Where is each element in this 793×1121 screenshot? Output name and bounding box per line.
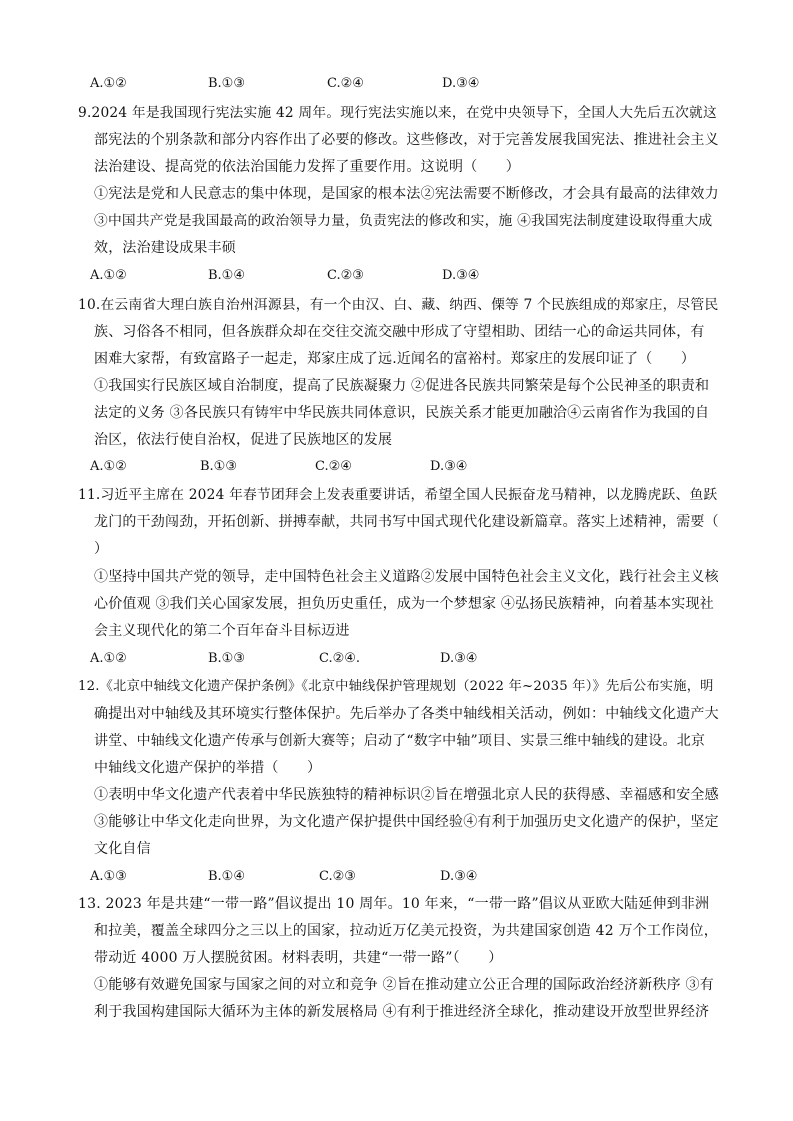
q11-options: [90, 650, 610, 668]
q11-option-b[interactable]: B.①③: [208, 651, 245, 666]
q13-statement-line: 利于我国构建国际大循环为主体的新发展格局 ④有利于推进经济全球化，推动建设开放型世界经济: [94, 1004, 710, 1020]
q9-option-b[interactable]: B.①④: [208, 268, 245, 283]
q12-options: [90, 868, 610, 886]
q9-option-c[interactable]: C.②③: [327, 268, 364, 283]
q10-statement-line: 治区，依法行使自治权，促进了民族地区的发展: [94, 432, 393, 448]
q12-stem-line: 12.《北京中轴线文化遗产保护条例》《北京中轴线保护管理规划（2022 年~2035 年）》先后公布实施，明: [78, 679, 714, 694]
q11-stem-line: 11.习近平主席在 2024 年春节团拜会上发表重要讲话，希望全国人民振奋龙马精神，以龙腾虎跃、鱼跃: [78, 487, 718, 503]
q12-option-b[interactable]: B.①④: [208, 869, 245, 884]
q12-statement-line: ①表明中华文化遗产代表着中华民族独特的精神标识②旨在增强北京人民的获得感、幸福感和安全感: [94, 787, 719, 803]
q12-statement-line: ③能够让中华文化走向世界，为文化遗产保护提供中国经验④有利于加强历史文化遗产的保护，坚定: [94, 814, 719, 830]
q11-statement-line: ①坚持中国共产党的领导，走中国特色社会主义道路②发展中国特色社会主义文化，践行社会主义核: [94, 569, 719, 585]
q12-stem-line: 中轴线文化遗产保护的举措（ ）: [94, 760, 322, 776]
q12-stem-line: 确提出对中轴线及其环境实行整体保护。先后举办了各类中轴线相关活动，例如：中轴线文化遗产大: [94, 706, 719, 722]
q11-option-d[interactable]: D.③④: [440, 651, 478, 666]
q10-statement-line: ①我国实行民族区域自治制度，提高了民族凝聚力 ②促进各民族共同繁荣是每个公民神圣的职责和: [94, 378, 710, 394]
q9-options: [90, 267, 610, 285]
q9-option-a[interactable]: A.①②: [90, 268, 127, 283]
q9-stem-line: 法治建设、提高党的依法治国能力发挥了重要作用。这说明（ ）: [94, 159, 520, 175]
q10-stem-line: 10.在云南省大理白族自治州洱源县，有一个由汉、白、藏、纳西、傈等 7 个民族组成的郑家庄，尽管民: [78, 297, 719, 313]
q9-statement-line: ③中国共产党是我国最高的政治领导力量，负责宪法的修改和实，施 ④我国宪法制度建设取得重大成: [94, 213, 713, 229]
q9-option-d[interactable]: D.③④: [442, 268, 480, 283]
q10-option-d[interactable]: D.③④: [430, 459, 468, 474]
q9-statement-line: 效，法治建设成果丰硕: [94, 240, 236, 256]
q12-option-d[interactable]: D.③④: [440, 869, 478, 884]
q11-stem-line: 龙门的干劲闯劲，开拓创新、拼搏奉献，共同书写中国式现代化建设新篇章。落实上述精神，需要（: [94, 514, 719, 530]
q10-stem-line: 族、习俗各不相同，但各族群众却在交往交流交融中形成了守望相助、团结一心的命运共同体，有: [94, 324, 705, 340]
q11-statement-line: 心价值观 ③我们关心国家发展，担负历史重任，成为一个梦想家 ④弘扬民族精神，向着基本实现社: [94, 596, 714, 612]
q12-statement-line: 文化自信: [94, 841, 151, 857]
q9-statement-line: ①宪法是党和人民意志的集中体现，是国家的根本法②宪法需要不断修改，才会具有最高的法律效力: [94, 186, 719, 202]
q13-stem-line: 和拉美，覆盖全球四分之三以上的国家，拉动近万亿美元投资，为共建国家创造 42 万个工作岗位，: [94, 923, 718, 939]
q12-option-a[interactable]: A.①③: [90, 869, 127, 884]
q13-stem-line: 13. 2023 年是共建“一带一路”倡议提出 10 周年。10 年来，“一带一路”倡议从亚欧大陆延伸到非洲: [78, 896, 710, 912]
q11-statement-line: 会主义现代化的第二个百年奋斗目标迈进: [94, 623, 350, 639]
q12-option-c[interactable]: C.②③: [319, 869, 356, 884]
q9-stem-line: 部宪法的个别条款和部分内容作出了必要的修改。这些修改，对于完善发展我国宪法、推进社会主义: [94, 132, 719, 148]
q10-options: [90, 458, 610, 476]
q10-stem-line: 困难大家帮，有致富路子一起走，郑家庄成了远.近闻名的富裕村。郑家庄的发展印证了（ ）: [94, 351, 696, 367]
q11-stem-line: ）: [94, 541, 109, 557]
q10-option-c[interactable]: C.②④: [315, 459, 352, 474]
q8-option-a[interactable]: A.①②: [90, 76, 127, 91]
q8-option-d[interactable]: D.③④: [442, 76, 480, 91]
q12-stem-line: 讲堂、中轴线文化遗产传承与创新大赛等；启动了“数字中轴”项目、实景三维中轴线的建设。北京: [94, 733, 706, 749]
q13-stem-line: 带动近 4000 万人摆脱贫困。材料表明，共建“一带一路”（ ）: [94, 950, 503, 966]
q10-statement-line: 法定的义务 ③各民族只有铸牢中华民族共同体意识，民族关系才能更加融洽④云南省作为我国的自: [94, 405, 710, 421]
q8-option-b[interactable]: B.①③: [208, 76, 245, 91]
q8-option-c[interactable]: C.②④: [327, 76, 364, 91]
q11-option-a[interactable]: A.①②: [90, 651, 127, 666]
q10-option-a[interactable]: A.①②: [90, 459, 127, 474]
q9-stem-line: 9.2024 年是我国现行宪法实施 42 周年。现行宪法实施以来，在党中央领导下，全国人大先后五次就这: [78, 105, 717, 121]
q11-option-c[interactable]: C.②④.: [319, 651, 361, 666]
q10-option-b[interactable]: B.①③: [200, 459, 237, 474]
q13-statement-line: ①能够有效避免国家与国家之间的对立和竞争 ②旨在推动建立公正合理的国际政治经济新秩序 ③有: [94, 977, 714, 993]
q8-options: [90, 75, 610, 93]
